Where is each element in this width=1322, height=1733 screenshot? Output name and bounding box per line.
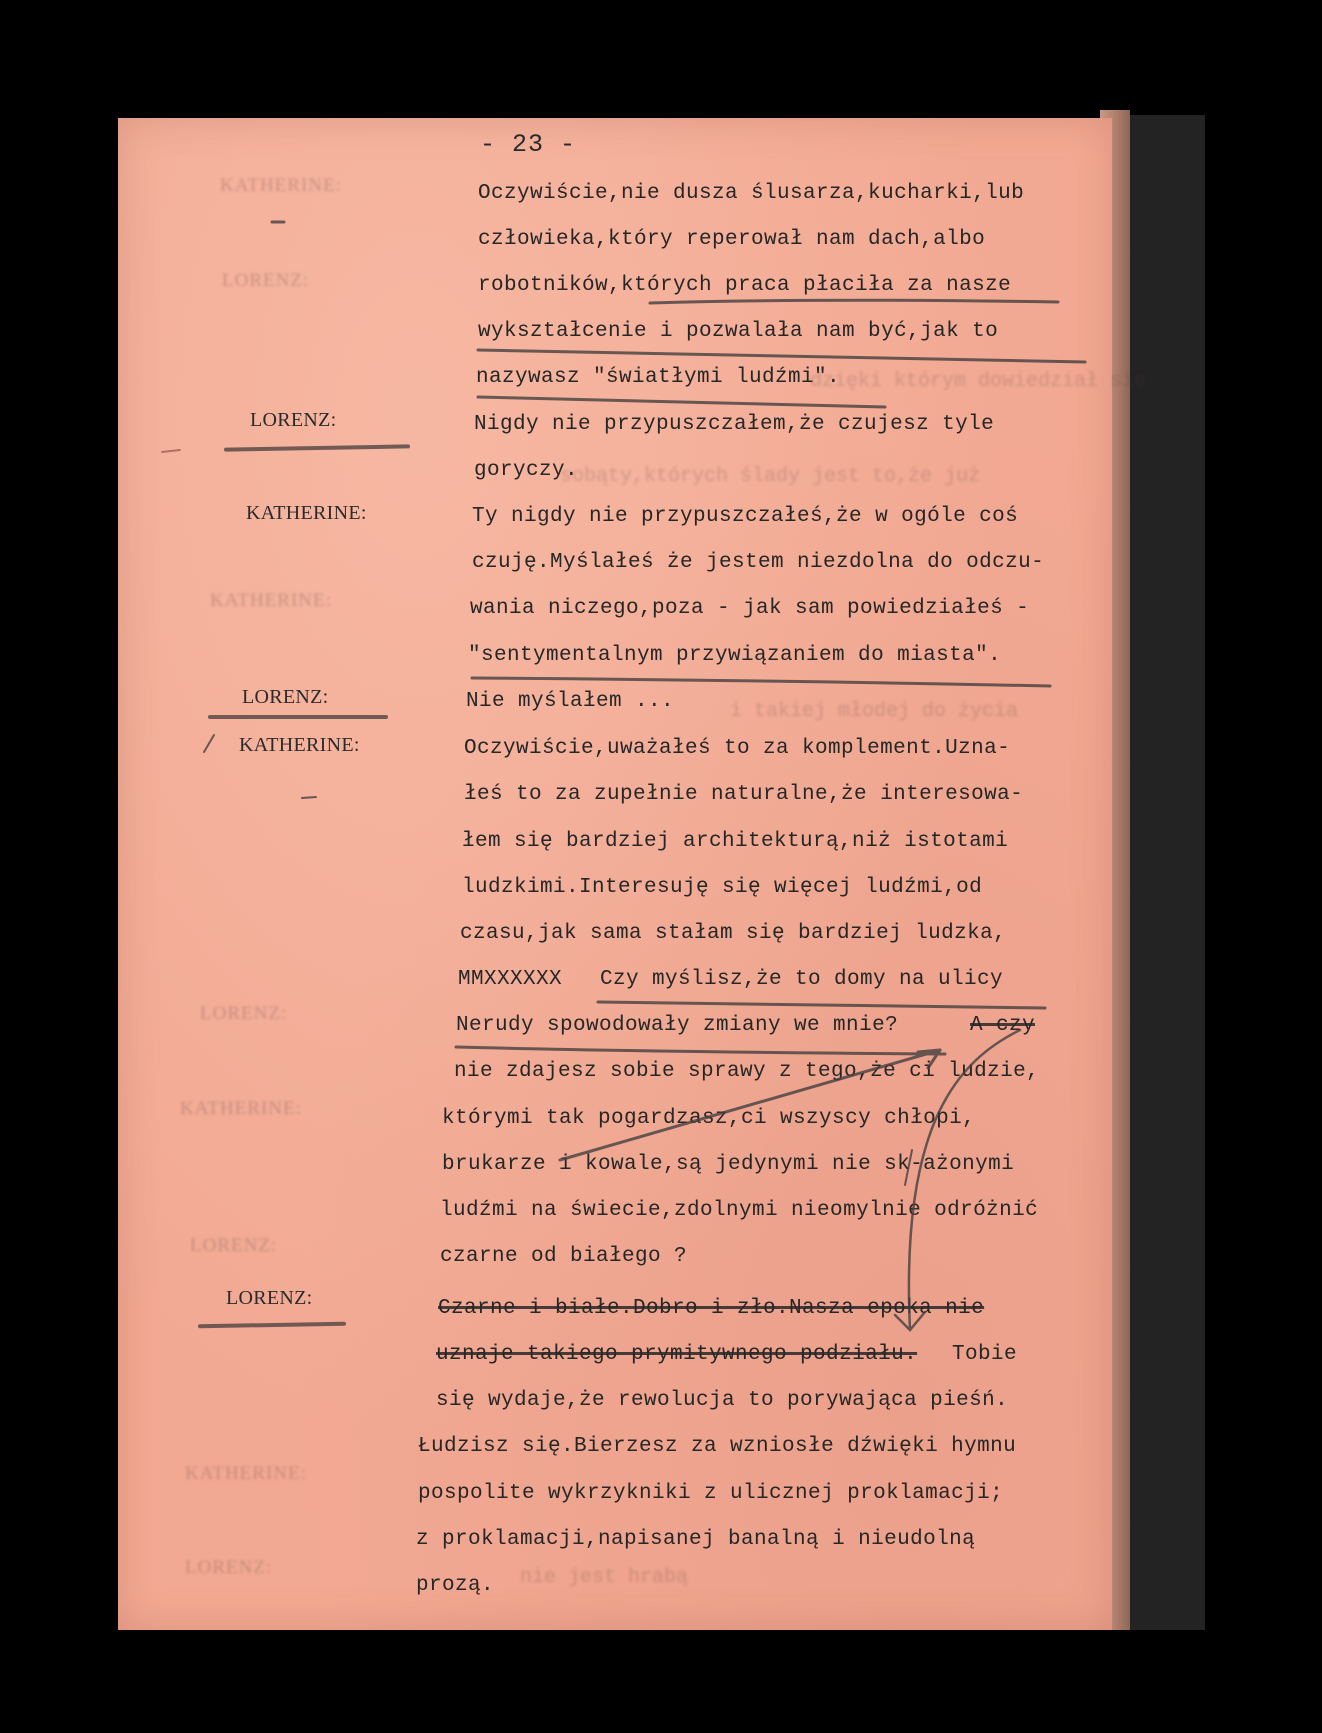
text-line: się wydaje,że rewolucja to porywająca pieśń. bbox=[436, 1389, 1009, 1412]
pencil-underline bbox=[208, 715, 388, 719]
text-line: "sentymentalnym przywiązaniem do miasta". bbox=[468, 644, 1002, 667]
speaker-lorenz: LORENZ: bbox=[226, 1287, 313, 1309]
text-line: Ty nigdy nie przypuszczałeś,że w ogóle coś bbox=[472, 505, 1019, 528]
text-line: brukarze i kowale,są jedynymi nie sk-ażonymi bbox=[442, 1153, 1015, 1176]
text-line: z proklamacji,napisanej banalną i nieudolną bbox=[416, 1528, 976, 1551]
text-line: wania niczego,poza - jak sam powiedziałeś - bbox=[470, 597, 1030, 620]
bleed-through-text: nie jest hrabą bbox=[520, 1566, 689, 1589]
text-line: prozą. bbox=[416, 1574, 495, 1597]
text-line: MMXXXXXX bbox=[458, 968, 563, 991]
ghost-speaker: KATHERINE: bbox=[185, 1463, 307, 1484]
speaker-lorenz: LORENZ: bbox=[250, 409, 337, 431]
text-line: nie zdajesz sobie sprawy z tego,że ci ludzie, bbox=[454, 1060, 1040, 1083]
text-line: łeś to za zupełnie naturalne,że interesowa- bbox=[464, 783, 1024, 806]
ghost-speaker: KATHERINE: bbox=[220, 175, 342, 196]
struck-text: uznaje takiego prymitywnego podziału. bbox=[436, 1343, 918, 1366]
text-line: łem się bardziej architekturą,niż istotami bbox=[462, 830, 1009, 853]
ghost-speaker: LORENZ: bbox=[190, 1235, 278, 1256]
bleed-through-text: dzięki którym dowiedział się bbox=[810, 370, 1147, 393]
text-line: czuję.Myślałeś że jestem niezdolna do odczu- bbox=[472, 551, 1045, 574]
text-line: Nerudy spowodowały zmiany we mnie? bbox=[456, 1014, 899, 1037]
text-line: Nigdy nie przypuszczałem,że czujesz tyle bbox=[474, 413, 995, 436]
binding-strip bbox=[1130, 115, 1205, 1630]
ghost-speaker: LORENZ: bbox=[185, 1557, 273, 1578]
text-line: goryczy. bbox=[474, 459, 579, 482]
text-line: robotników,których praca płaciła za nasze bbox=[478, 274, 1012, 297]
bleed-through-text: sobąty,których ślady jest to,że już bbox=[560, 465, 981, 488]
text-line: ludzkimi.Interesuję się więcej ludźmi,od bbox=[462, 876, 983, 899]
ghost-speaker: LORENZ: bbox=[222, 270, 310, 291]
ghost-speaker: KATHERINE: bbox=[210, 590, 332, 611]
text-line: człowieka,który reperował nam dach,albo bbox=[478, 228, 986, 251]
struck-text: Czarne i białe.Dobro i zło.Nasza epoka nie bbox=[438, 1297, 985, 1320]
speaker-katherine: KATHERINE: bbox=[239, 734, 360, 756]
text-line: Oczywiście,uważałeś to za komplement.Uzna- bbox=[464, 737, 1011, 760]
text-line: wykształcenie i pozwalała nam być,jak to bbox=[478, 320, 999, 343]
text-line: Czy myślisz,że to domy na ulicy bbox=[600, 968, 1004, 991]
bleed-through-text: i takiej młodej do życia bbox=[730, 700, 1019, 723]
ghost-speaker: LORENZ: bbox=[200, 1003, 288, 1024]
text-line: nazywasz "światłymi ludźmi". bbox=[476, 366, 841, 389]
text-line: czasu,jak sama stałam się bardziej ludzka, bbox=[460, 922, 1007, 945]
struck-text: A czy bbox=[970, 1014, 1036, 1037]
text-line: Oczywiście,nie dusza ślusarza,kucharki,lub bbox=[478, 182, 1025, 205]
text-line: ludźmi na świecie,zdolnymi nieomylnie odróżnić bbox=[440, 1199, 1039, 1222]
text-line: pospolite wykrzykniki z ulicznej proklamacji; bbox=[418, 1482, 1004, 1505]
speaker-lorenz: LORENZ: bbox=[242, 686, 329, 708]
text-line: czarne od białego ? bbox=[440, 1245, 688, 1268]
text-line: którymi tak pogardzasz,ci wszyscy chłopi, bbox=[442, 1107, 976, 1130]
ghost-speaker: KATHERINE: bbox=[180, 1098, 302, 1119]
page-number: - 23 - bbox=[480, 130, 577, 159]
text-line: Łudzisz się.Bierzesz za wzniosłe dźwięki hymnu bbox=[418, 1435, 1017, 1458]
text-line: Tobie bbox=[952, 1343, 1018, 1366]
text-line: Nie myślałem ... bbox=[466, 690, 675, 713]
speaker-katherine: KATHERINE: bbox=[246, 502, 367, 524]
